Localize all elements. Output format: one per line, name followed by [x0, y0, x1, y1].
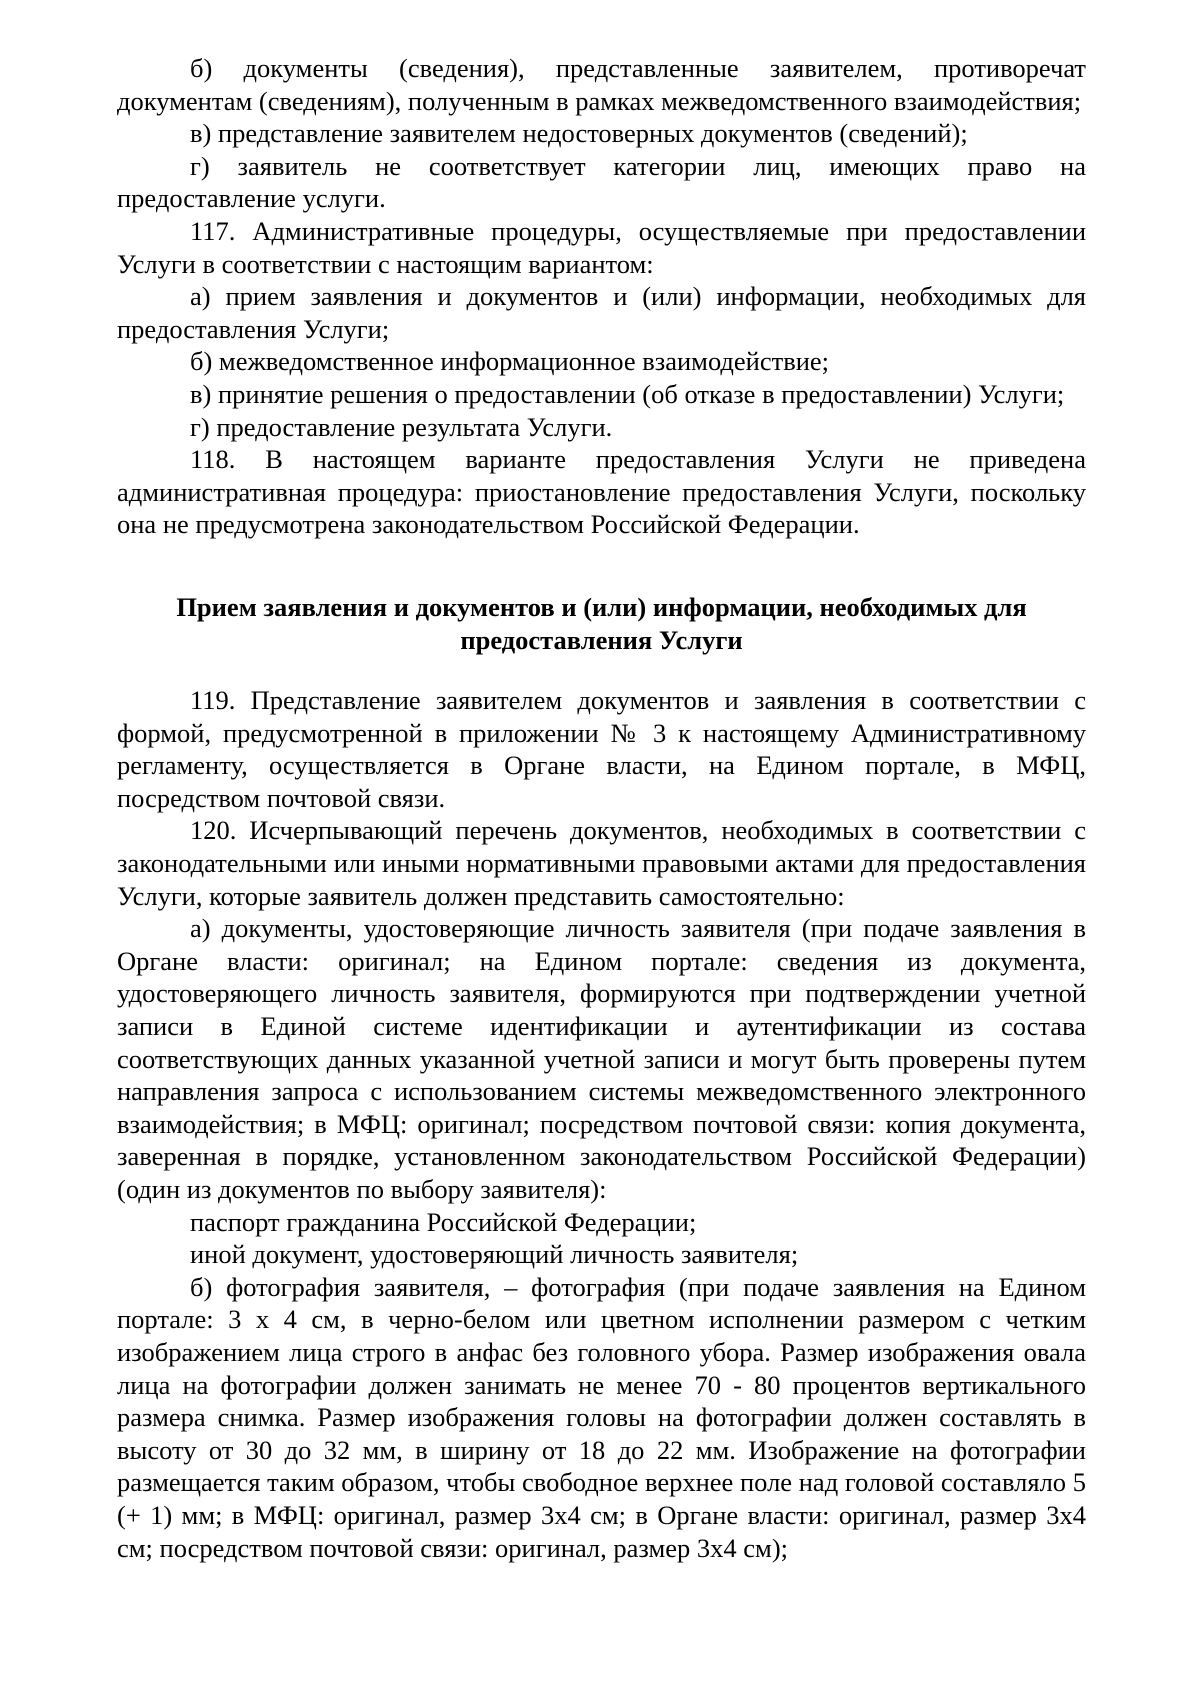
paragraph-v-unreliable-docs: в) представление заявителем недостоверных документов (сведений); [190, 118, 968, 149]
paragraph-other-id: иной документ, удостоверяющий личность заявителя; [190, 1239, 799, 1270]
document-page [117, 52, 1086, 1564]
paragraph-passport: паспорт гражданина Российской Федерации; [190, 1206, 697, 1237]
paragraph-g-category-mismatch: г) заявитель не соответствует категории лиц, имеющих право на предоставление услуги. [117, 150, 1086, 214]
paragraph-117-a: а) прием заявления и документов и (или) информации, необходимых для предоставления Услуги; [117, 281, 1086, 344]
paragraph-120-a: а) документы, удостоверяющие личность заявителя (при подаче заявления в Органе власти: оригинал; на Едином портале: сведения из документа, удостоверяющего личность заявителя, формируются при подтверждении учетной записи в Единой системе идентификации и аутентификации из состава соответствующих данных указанной учетной записи и могут быть проверены путем направления запроса с использованием системы межведомственного электронного взаимодействия; в МФЦ: оригинал; посредством почтовой связи: копия документа, заверенная в порядке, установленном законодательством Российской Федерации) (один из документов по выбору заявителя): [117, 913, 1086, 1204]
section-heading-line-1: Прием заявления и документов и (или) информации, необходимых для [176, 591, 1027, 622]
section-heading [117, 591, 1086, 656]
paragraph-117-v: в) принятие решения о предоставлении (об отказе в предоставлении) Услуги; [190, 378, 1065, 409]
paragraph-120-b-photo: б) фотография заявителя, – фотография (при подаче заявления на Едином портале: 3 х 4 см, в черно-белом или цветном исполнении размером с четким изображением лица строго в анфас без головного убора. Размер изображения овала лица на фотографии должен занимать не менее 70 - 80 процентов вертикального размера снимка. Размер изображения головы на фотографии должен составлять в высоту от 30 до 32 мм, в ширину от 18 до 22 мм. Изображение на фотографии размещается таким образом, чтобы свободное верхнее поле над головой составляло 5 (+ 1) мм; в МФЦ: оригинал, размер 3х4 см; в Органе власти: оригинал, размер 3х4 см; посредством почтовой связи: оригинал, размер 3х4 см); [117, 1271, 1086, 1563]
paragraph-117: 117. Административные процедуры, осуществляемые при предоставлении Услуги в соответствии с настоящим вариантом: [117, 215, 1086, 279]
section-heading-line-2: предоставления Услуги [460, 624, 743, 655]
paragraph-118: 118. В настоящем варианте предоставления Услуги не приведена административная процедура: приостановление предоставления Услуги, поскольку она не предусмотрена законодательством Российской Федерации. [117, 444, 1086, 540]
paragraph-117-b: б) межведомственное информационное взаимодействие; [190, 346, 830, 377]
paragraph-117-g: г) предоставление результата Услуги. [190, 411, 613, 442]
paragraph-119: 119. Представление заявителем документов и заявления в соответствии с формой, предусмотренной в приложении № 3 к настоящему Административному регламенту, осуществляется в Органе власти, на Едином портале, в МФЦ, посредством почтовой связи. [117, 685, 1086, 813]
paragraph-b-contradiction: б) документы (сведения), представленные заявителем, противоречат документам (сведениям), полученным в рамках межведомственного взаимодействия; [117, 53, 1086, 116]
paragraph-120: 120. Исчерпывающий перечень документов, необходимых в соответствии с законодательными или иными нормативными правовыми актами для предоставления Услуги, которые заявитель должен представить самостоятельно: [117, 815, 1086, 911]
